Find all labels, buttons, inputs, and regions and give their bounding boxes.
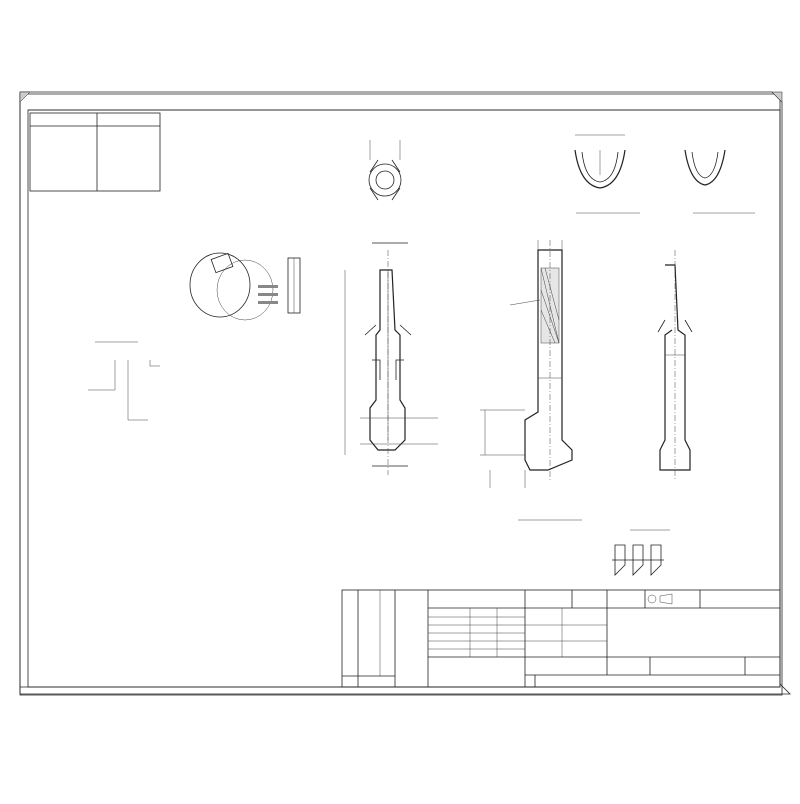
title-block	[342, 590, 780, 687]
section-b-b	[685, 150, 755, 213]
end-view	[369, 140, 401, 200]
terminal-profile-view	[630, 250, 692, 530]
section-a-a	[575, 135, 640, 213]
terminal-side-view	[345, 243, 438, 475]
standard-chain-reel	[190, 253, 300, 320]
legend	[88, 342, 160, 420]
inner-border	[28, 110, 780, 687]
chain-form	[612, 545, 664, 575]
third-angle-icon	[648, 594, 672, 604]
section-c-c	[480, 240, 582, 520]
parts-table	[30, 113, 160, 191]
